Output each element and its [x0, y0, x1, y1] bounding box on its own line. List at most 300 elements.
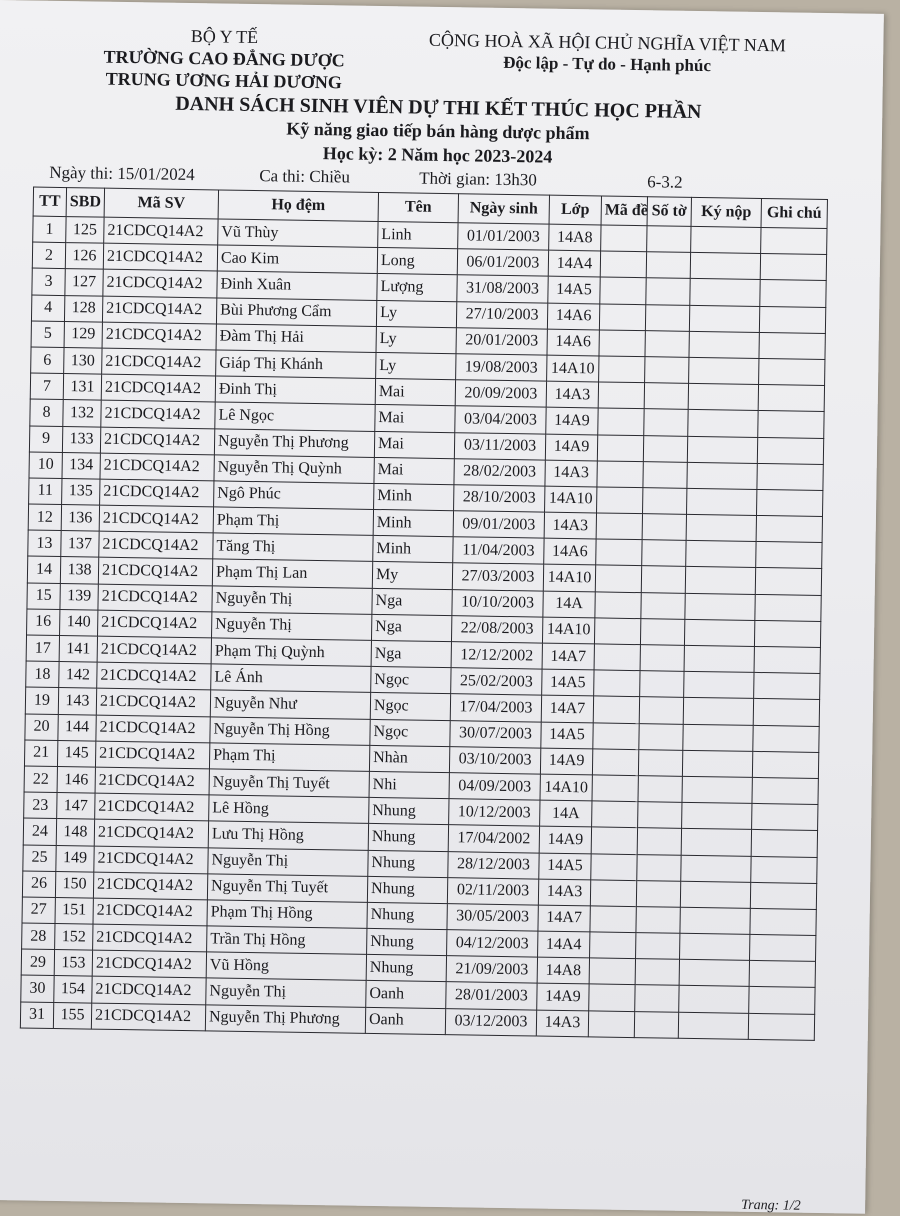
given-name-cell: Long [377, 248, 457, 275]
col-kynop-header: Ký nộp [691, 197, 761, 227]
surname-middle-cell: Tăng Thị [213, 533, 373, 562]
given-name-cell: Mai [374, 431, 454, 458]
class-code-cell: 14A6 [544, 538, 596, 565]
birth-date-cell: 25/02/2003 [451, 668, 542, 696]
row-number-cell: 12 [28, 504, 61, 531]
national-motto: Độc lập - Tự do - Hạnh phúc [503, 52, 712, 76]
sheet-count-cell [646, 278, 690, 305]
signature-cell [680, 907, 750, 934]
signature-cell [683, 724, 753, 751]
subject-title: Kỹ năng giao tiếp bán hàng dược phẩm [286, 118, 590, 144]
document-title: DANH SÁCH SINH VIÊN DỰ THI KẾT THÚC HỌC PHẦN [175, 92, 702, 124]
candidate-number-cell: 138 [60, 557, 98, 584]
exam-code-cell [595, 592, 641, 619]
class-code-cell: 14A5 [541, 722, 593, 749]
birth-date-cell: 19/08/2003 [456, 354, 547, 382]
given-name-cell: Nga [371, 640, 451, 667]
exam-code-cell [594, 618, 640, 645]
given-name-cell: Ly [376, 300, 456, 327]
surname-middle-cell: Trần Thị Hồng [207, 926, 367, 955]
candidate-number-cell: 149 [56, 845, 94, 872]
surname-middle-cell: Phạm Thị [209, 743, 369, 772]
student-id-cell: 21CDCQ14A2 [92, 950, 206, 978]
surname-middle-cell: Nguyễn Thị Phương [214, 428, 374, 457]
candidate-number-cell: 131 [63, 374, 101, 401]
class-code-cell: 14A3 [544, 512, 596, 539]
signature-cell [682, 802, 752, 829]
exam-code-cell [595, 565, 641, 592]
given-name-cell: Linh [378, 221, 458, 248]
candidate-number-cell: 154 [54, 976, 92, 1003]
candidate-number-cell: 155 [53, 1002, 91, 1029]
signature-cell [686, 514, 756, 541]
exam-code-cell [601, 225, 647, 252]
note-cell [756, 489, 822, 516]
row-number-cell: 28 [22, 923, 55, 950]
candidate-number-cell: 146 [57, 766, 95, 793]
sheet-count-cell [638, 802, 682, 829]
signature-cell [687, 436, 757, 463]
given-name-cell: Nhung [367, 928, 447, 955]
note-cell [751, 830, 817, 857]
row-number-cell: 8 [30, 399, 63, 426]
note-cell [754, 646, 820, 673]
student-id-cell: 21CDCQ14A2 [98, 558, 212, 586]
sheet-count-cell [642, 540, 686, 567]
signature-cell [689, 331, 759, 358]
signature-cell [682, 750, 752, 777]
row-number-cell: 10 [29, 452, 62, 479]
col-soto-header: Số tờ [647, 197, 691, 227]
student-id-cell: 21CDCQ14A2 [102, 348, 216, 376]
given-name-cell: Minh [373, 536, 453, 563]
exam-code-cell [600, 277, 646, 304]
col-masv-header: Mã SV [104, 188, 218, 219]
class-code-cell: 14A7 [542, 643, 594, 670]
candidate-number-cell: 145 [57, 740, 95, 767]
row-number-cell: 31 [20, 1002, 53, 1029]
candidate-number-cell: 143 [58, 688, 96, 715]
candidate-number-cell: 140 [60, 609, 98, 636]
given-name-cell: Minh [374, 483, 454, 510]
candidate-number-cell: 132 [63, 400, 101, 427]
birth-date-cell: 02/11/2003 [447, 877, 538, 905]
signature-cell [689, 305, 759, 332]
row-number-cell: 9 [29, 426, 62, 453]
signature-cell [690, 253, 760, 280]
signature-cell [678, 1012, 748, 1039]
class-code-cell: 14A3 [545, 460, 597, 487]
given-name-cell: Oanh [366, 981, 446, 1008]
note-cell [750, 908, 816, 935]
note-cell [759, 306, 825, 333]
surname-middle-cell: Phạm Thị Lan [212, 559, 372, 588]
candidate-number-cell: 141 [59, 636, 97, 663]
birth-date-cell: 28/12/2003 [448, 851, 539, 879]
class-code-cell: 14A8 [549, 224, 601, 251]
exam-code-cell [591, 853, 637, 880]
sheet-count-cell [640, 618, 684, 645]
signature-cell [688, 383, 758, 410]
exam-code-cell [591, 827, 637, 854]
student-id-cell: 21CDCQ14A2 [93, 898, 207, 926]
surname-middle-cell: Phạm Thị [213, 507, 373, 536]
class-code-cell: 14A10 [543, 565, 595, 592]
birth-date-cell: 04/09/2003 [449, 773, 540, 801]
national-header [417, 29, 798, 79]
row-number-cell: 7 [30, 373, 63, 400]
row-number-cell: 3 [32, 268, 65, 295]
class-code-cell: 14A3 [546, 381, 598, 408]
note-cell [761, 227, 827, 254]
row-number-cell: 24 [23, 818, 56, 845]
student-id-cell: 21CDCQ14A2 [102, 322, 216, 350]
sheet-count-cell [641, 566, 685, 593]
col-ten-header: Tên [378, 192, 458, 222]
row-number-cell: 17 [26, 635, 59, 662]
birth-date-cell: 03/11/2003 [454, 432, 545, 460]
student-id-cell: 21CDCQ14A2 [102, 296, 216, 324]
sheet-count-cell [637, 854, 681, 881]
candidate-number-cell: 125 [66, 217, 104, 244]
row-number-cell: 1 [33, 216, 66, 243]
col-lop-header: Lớp [549, 195, 601, 225]
row-number-cell: 15 [27, 583, 60, 610]
surname-middle-cell: Đinh Thị [215, 376, 375, 405]
student-id-cell: 21CDCQ14A2 [91, 1003, 205, 1031]
surname-middle-cell: Nguyễn Thị [212, 586, 372, 615]
row-number-cell: 20 [25, 714, 58, 741]
exam-code-cell [593, 722, 639, 749]
exam-code-cell [589, 958, 635, 985]
birth-date-cell: 10/10/2003 [452, 589, 543, 617]
student-id-cell: 21CDCQ14A2 [95, 767, 209, 795]
given-name-cell: Lượng [377, 274, 457, 301]
exam-code-cell [598, 382, 644, 409]
surname-middle-cell: Bùi Phương Cẩm [216, 298, 376, 327]
candidate-number-cell: 148 [56, 819, 94, 846]
student-id-cell: 21CDCQ14A2 [101, 374, 215, 402]
sheet-count-cell [645, 304, 689, 331]
student-id-cell: 21CDCQ14A2 [100, 453, 214, 481]
birth-date-cell: 31/08/2003 [457, 275, 548, 303]
row-number-cell: 27 [22, 897, 55, 924]
surname-middle-cell: Đàm Thị Hải [216, 324, 376, 353]
signature-cell [685, 593, 755, 620]
student-id-cell: 21CDCQ14A2 [97, 636, 211, 664]
student-id-cell: 21CDCQ14A2 [99, 531, 213, 559]
given-name-cell: Nga [372, 588, 452, 615]
exam-code-cell [590, 932, 636, 959]
exam-code-cell [590, 880, 636, 907]
row-number-cell: 21 [24, 740, 57, 767]
exam-code-cell [597, 487, 643, 514]
signature-cell [685, 567, 755, 594]
class-code-cell: 14A5 [548, 277, 600, 304]
sheet-count-cell [635, 959, 679, 986]
birth-date-cell: 27/03/2003 [452, 563, 543, 591]
exam-code-cell [592, 801, 638, 828]
class-code-cell: 14A [540, 800, 592, 827]
sheet-count-cell [641, 592, 685, 619]
signature-cell [688, 410, 758, 437]
candidate-number-cell: 135 [62, 478, 100, 505]
birth-date-cell: 30/05/2003 [447, 904, 538, 932]
note-cell [756, 542, 822, 569]
student-id-cell: 21CDCQ14A2 [94, 846, 208, 874]
surname-middle-cell: Nguyễn Thị Phương [205, 1004, 365, 1033]
candidate-number-cell: 133 [62, 426, 100, 453]
note-cell [754, 673, 820, 700]
student-id-cell: 21CDCQ14A2 [104, 217, 218, 245]
row-number-cell: 23 [24, 792, 57, 819]
student-id-cell: 21CDCQ14A2 [103, 243, 217, 271]
class-code-cell: 14A10 [540, 774, 592, 801]
class-code-cell: 14A8 [537, 957, 589, 984]
candidate-number-cell: 142 [59, 662, 97, 689]
student-id-cell: 21CDCQ14A2 [93, 924, 207, 952]
note-cell [750, 934, 816, 961]
student-id-cell: 21CDCQ14A2 [93, 872, 207, 900]
row-number-cell: 13 [28, 530, 61, 557]
signature-cell [681, 829, 751, 856]
sheet-count-cell [645, 330, 689, 357]
term-title: Học kỳ: 2 Năm học 2023-2024 [322, 143, 553, 167]
birth-date-cell: 30/07/2003 [450, 720, 541, 748]
exam-code-cell [598, 408, 644, 435]
class-code-cell: 14A4 [548, 250, 600, 277]
exam-room: 6-3.2 [647, 172, 683, 192]
class-code-cell: 14A3 [536, 1010, 588, 1037]
candidate-number-cell: 152 [55, 924, 93, 951]
student-id-cell: 21CDCQ14A2 [100, 427, 214, 455]
class-code-cell: 14A5 [542, 669, 594, 696]
sheet-count-cell [643, 488, 687, 515]
note-cell [760, 280, 826, 307]
sheet-count-cell [644, 383, 688, 410]
given-name-cell: Nhung [368, 824, 448, 851]
note-cell [756, 516, 822, 543]
signature-cell [691, 226, 761, 253]
col-tt-header: TT [33, 187, 66, 217]
note-cell [749, 961, 815, 988]
given-name-cell: Nhàn [369, 745, 449, 772]
signature-cell [689, 357, 759, 384]
sheet-count-cell [645, 357, 689, 384]
student-id-cell: 21CDCQ14A2 [95, 793, 209, 821]
birth-date-cell: 03/10/2003 [449, 746, 540, 774]
row-number-cell: 11 [29, 478, 62, 505]
signature-cell [684, 645, 754, 672]
exam-code-cell [588, 1010, 634, 1037]
candidate-number-cell: 136 [61, 505, 99, 532]
surname-middle-cell: Nguyễn Thị Quỳnh [214, 455, 374, 484]
sheet-count-cell [643, 435, 687, 462]
note-cell [753, 725, 819, 752]
sheet-count-cell [646, 252, 690, 279]
exam-code-cell [593, 696, 639, 723]
exam-code-cell [600, 251, 646, 278]
row-number-cell: 26 [22, 871, 55, 898]
note-cell [752, 804, 818, 831]
birth-date-cell: 27/10/2003 [456, 301, 547, 329]
sheet-count-cell [639, 723, 683, 750]
surname-middle-cell: Nguyễn Thị Tuyết [209, 769, 369, 798]
signature-cell [682, 776, 752, 803]
birth-date-cell: 28/01/2003 [446, 982, 537, 1010]
given-name-cell: Ly [376, 352, 456, 379]
class-code-cell: 14A3 [538, 879, 590, 906]
birth-date-cell: 21/09/2003 [446, 956, 537, 984]
given-name-cell: Nhung [366, 955, 446, 982]
given-name-cell: Nhung [368, 850, 448, 877]
birth-date-cell: 09/01/2003 [453, 511, 544, 539]
student-id-cell: 21CDCQ14A2 [103, 270, 217, 298]
candidate-number-cell: 153 [54, 950, 92, 977]
exam-code-cell [597, 461, 643, 488]
birth-date-cell: 12/12/2002 [451, 642, 542, 670]
birth-date-cell: 06/01/2003 [457, 249, 548, 277]
note-cell [757, 463, 823, 490]
surname-middle-cell: Nguyễn Thị [212, 612, 372, 641]
surname-middle-cell: Nguyễn Thị [206, 978, 366, 1007]
birth-date-cell: 22/08/2003 [451, 615, 542, 643]
surname-middle-cell: Lê Ánh [211, 664, 371, 693]
note-cell [755, 594, 821, 621]
student-id-cell: 21CDCQ14A2 [98, 584, 212, 612]
student-id-cell: 21CDCQ14A2 [98, 610, 212, 638]
class-code-cell: 14A7 [541, 695, 593, 722]
signature-cell [680, 933, 750, 960]
student-id-cell: 21CDCQ14A2 [92, 977, 206, 1005]
sheet-count-cell [647, 226, 691, 253]
sheet-count-cell [637, 828, 681, 855]
given-name-cell: Ngọc [370, 719, 450, 746]
candidate-number-cell: 129 [64, 321, 102, 348]
row-number-cell: 6 [31, 347, 64, 374]
note-cell [751, 856, 817, 883]
class-code-cell: 14A9 [537, 983, 589, 1010]
sheet-count-cell [636, 933, 680, 960]
given-name-cell: Nhung [367, 902, 447, 929]
row-number-cell: 2 [32, 242, 65, 269]
given-name-cell: Nhi [369, 771, 449, 798]
student-id-cell: 21CDCQ14A2 [96, 688, 210, 716]
candidate-number-cell: 128 [64, 295, 102, 322]
exam-date: Ngày thi: 15/01/2024 [49, 162, 195, 185]
sheet-count-cell [642, 514, 686, 541]
row-number-cell: 25 [23, 844, 56, 871]
signature-cell [683, 698, 753, 725]
candidate-number-cell: 147 [57, 793, 95, 820]
candidate-number-cell: 151 [55, 897, 93, 924]
note-cell [759, 332, 825, 359]
sheet-count-cell [644, 409, 688, 436]
row-number-cell: 19 [25, 687, 58, 714]
class-code-cell: 14A10 [542, 617, 594, 644]
birth-date-cell: 20/09/2003 [455, 380, 546, 408]
given-name-cell: Mai [375, 379, 455, 406]
class-code-cell: 14A9 [539, 826, 591, 853]
candidate-number-cell: 144 [58, 714, 96, 741]
row-number-cell: 14 [27, 556, 60, 583]
col-ngaysinh-header: Ngày sinh [458, 194, 549, 224]
sheet-count-cell [638, 749, 682, 776]
row-number-cell: 22 [24, 766, 57, 793]
class-code-cell: 14A9 [540, 748, 592, 775]
surname-middle-cell: Phạm Thị Quỳnh [211, 638, 371, 667]
given-name-cell: Oanh [365, 1007, 445, 1034]
signature-cell [680, 881, 750, 908]
candidate-number-cell: 137 [61, 531, 99, 558]
class-code-cell: 14A6 [547, 329, 599, 356]
exam-code-cell [594, 670, 640, 697]
candidate-number-cell: 126 [65, 243, 103, 270]
exam-code-cell [596, 513, 642, 540]
birth-date-cell: 01/01/2003 [458, 223, 549, 251]
exam-code-cell [594, 644, 640, 671]
given-name-cell: Nhung [367, 876, 447, 903]
note-cell [757, 437, 823, 464]
given-name-cell: Nga [371, 614, 451, 641]
exam-code-cell [599, 356, 645, 383]
note-cell [760, 254, 826, 281]
student-id-cell: 21CDCQ14A2 [96, 715, 210, 743]
birth-date-cell: 28/02/2003 [454, 458, 545, 486]
row-number-cell: 5 [31, 321, 64, 348]
school-name-line2: TRUNG ƯƠNG HẢI DƯƠNG [105, 68, 342, 93]
col-ghichu-header: Ghi chú [761, 198, 827, 228]
col-made-header: Mã đề [601, 196, 647, 226]
note-cell [748, 1013, 814, 1040]
row-number-cell: 4 [31, 295, 64, 322]
signature-cell [690, 279, 760, 306]
class-code-cell: 14A9 [545, 434, 597, 461]
exam-code-cell [599, 330, 645, 357]
student-roster-table [20, 187, 828, 1041]
birth-date-cell: 28/10/2003 [454, 485, 545, 513]
candidate-number-cell: 150 [55, 871, 93, 898]
surname-middle-cell: Lê Ngọc [215, 402, 375, 431]
signature-cell [679, 960, 749, 987]
signature-cell [686, 541, 756, 568]
class-code-cell: 14A7 [538, 905, 590, 932]
given-name-cell: Minh [373, 509, 453, 536]
signature-cell [684, 619, 754, 646]
col-hodem-header: Họ đệm [218, 190, 378, 222]
candidate-number-cell: 130 [64, 347, 102, 374]
country-name: CỘNG HOÀ XÃ HỘI CHỦ NGHĨA VIỆT NAM [428, 29, 786, 56]
given-name-cell: Ngọc [370, 693, 450, 720]
sheet-count-cell [635, 985, 679, 1012]
note-cell [752, 777, 818, 804]
student-id-cell: 21CDCQ14A2 [95, 741, 209, 769]
surname-middle-cell: Cao Kim [217, 245, 377, 274]
sheet-count-cell [638, 776, 682, 803]
surname-middle-cell: Nguyễn Thị Hồng [210, 716, 370, 745]
birth-date-cell: 11/04/2003 [453, 537, 544, 565]
row-number-cell: 18 [26, 661, 59, 688]
class-code-cell: 14A10 [545, 486, 597, 513]
ministry-name: BỘ Y TẾ [190, 26, 259, 48]
exam-time: Thời gian: 13h30 [419, 168, 537, 190]
birth-date-cell: 17/04/2002 [448, 825, 539, 853]
student-id-cell: 21CDCQ14A2 [94, 819, 208, 847]
student-id-cell: 21CDCQ14A2 [101, 400, 215, 428]
note-cell [754, 620, 820, 647]
student-id-cell: 21CDCQ14A2 [100, 479, 214, 507]
surname-middle-cell: Đinh Xuân [217, 271, 377, 300]
